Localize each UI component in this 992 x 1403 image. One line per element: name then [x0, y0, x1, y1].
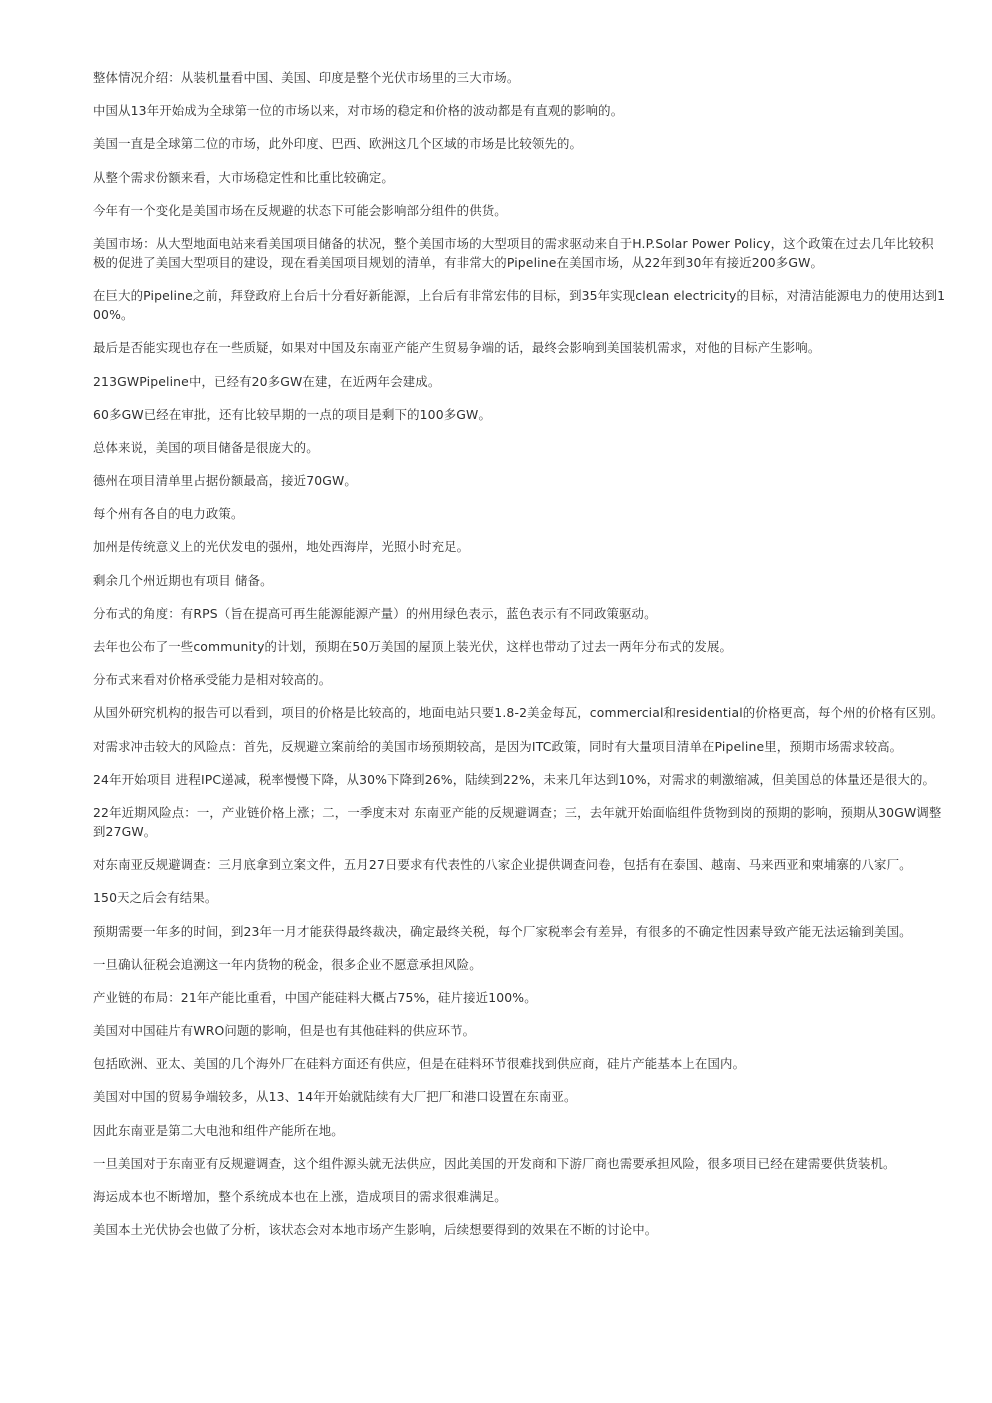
- paragraph: 德州在项目清单里占据份额最高，接近70GW。: [93, 473, 357, 489]
- paragraph: 60多GW已经在审批，还有比较早期的一点的项目是剩下的100多GW。: [93, 406, 491, 422]
- paragraph: 从国外研究机构的报告可以看到，项目的价格是比较高的，地面电站只要1.8-2美金每瓦，commercial和residential的价格更高，每个州的价格有区别。: [93, 705, 944, 721]
- paragraph: 因此东南亚是第二大电池和组件产能所在地。: [93, 1122, 344, 1138]
- paragraph: 美国对中国硅片有WRO问题的影响，但是也有其他硅料的供应环节。: [93, 1023, 476, 1039]
- paragraph: 一旦确认征税会追溯这一年内货物的税金，很多企业不愿意承担风险。: [93, 956, 482, 972]
- paragraph: 整体情况介绍：从装机量看中国、美国、印度是整个光伏市场里的三大市场。: [93, 70, 520, 85]
- paragraph: 美国对中国的贸易争端较多，从13、14年开始就陆续有大厂把厂和港口设置在东南亚。: [93, 1089, 577, 1105]
- paragraph: 美国市场：从大型地面电站来看美国项目储备的状况，整个美国市场的大型项目的需求驱动来自于H.P.Solar Power Policy，这个政策在过去几年比较积极的促进了美国大型项目的建设，现在看美国项目规划的清单，有非常大的Pipeline在美国市场，从22年到30年有接近200多GW。: [93, 235, 934, 270]
- paragraph: 今年有一个变化是美国市场在反规避的状态下可能会影响部分组件的供货。: [93, 202, 507, 218]
- paragraph: 213GWPipeline中，已经有20多GW在建，在近两年会建成。: [93, 373, 441, 389]
- paragraph: 总体来说，美国的项目储备是很庞大的。: [93, 439, 319, 455]
- paragraph: 从整个需求份额来看，大市场稳定性和比重比较确定。: [93, 169, 394, 185]
- paragraph: 产业链的布局：21年产能比重看，中国产能硅料大概占75%，硅片接近100%。: [93, 989, 537, 1005]
- paragraph: 150天之后会有结果。: [93, 890, 218, 906]
- paragraph: 每个州有各自的电力政策。: [93, 506, 244, 522]
- paragraph: 剩余几个州近期也有项目 储备。: [93, 572, 273, 588]
- paragraph: 在巨大的Pipeline之前，拜登政府上台后十分看好新能源，上台后有非常宏伟的目标，到35年实现clean electricity的目标，对清洁能源电力的使用达到100%。: [93, 288, 946, 323]
- paragraph: 一旦美国对于东南亚有反规避调查，这个组件源头就无法供应，因此美国的开发商和下游厂商也需要承担风险，很多项目已经在建需要供货装机。: [93, 1155, 896, 1171]
- paragraph: 24年开始项目 进程IPC递减，税率慢慢下降，从30%下降到26%，陆续到22%，未来几年达到10%，对需求的刺激缩减，但美国总的体量还是很大的。: [93, 771, 936, 787]
- paragraph: 美国本土光伏协会也做了分析，该状态会对本地市场产生影响，后续想要得到的效果在不断的讨论中。: [93, 1222, 658, 1238]
- paragraph: 22年近期风险点：一，产业链价格上涨；二，一季度末对 东南亚产能的反规避调查；三，去年就开始面临组件货物到岗的预期的影响，预期从30GW调整到27GW。: [93, 804, 942, 839]
- paragraph: 分布式的角度：有RPS（旨在提高可再生能源能源产量）的州用绿色表示，蓝色表示有不同政策驱动。: [93, 605, 657, 621]
- paragraph: 中国从13年开始成为全球第一位的市场以来，对市场的稳定和价格的波动都是有直观的影响的。: [93, 103, 624, 119]
- paragraph: 最后是否能实现也存在一些质疑，如果对中国及东南亚产能产生贸易争端的话，最终会影响到美国装机需求，对他的目标产生影响。: [93, 340, 821, 356]
- paragraph: 美国一直是全球第二位的市场，此外印度、巴西、欧洲这几个区域的市场是比较领先的。: [93, 136, 583, 152]
- paragraph: 海运成本也不断增加，整个系统成本也在上涨，造成项目的需求很难满足。: [93, 1189, 507, 1204]
- paragraph: 对需求冲击较大的风险点：首先，反规避立案前给的美国市场预期较高，是因为ITC政策，同时有大量项目清单在Pipeline里，预期市场需求较高。: [93, 738, 903, 754]
- paragraph: 分布式来看对价格承受能力是相对较高的。: [93, 672, 332, 688]
- paragraph: 包括欧洲、亚太、美国的几个海外厂在硅料方面还有供应，但是在硅料环节很难找到供应商，硅片产能基本上在国内。: [93, 1056, 746, 1072]
- paragraph: 去年也公布了一些community的计划，预期在50万美国的屋顶上装光伏，这样也带动了过去一两年分布式的发展。: [93, 639, 733, 654]
- paragraph: 加州是传统意义上的光伏发电的强州，地处西海岸，光照小时充足。: [93, 539, 470, 555]
- paragraph: 预期需要一年多的时间，到23年一月才能获得最终裁决，确定最终关税，每个厂家税率会有差异，有很多的不确定性因素导致产能无法运输到美国。: [93, 923, 912, 939]
- paragraph: 对东南亚反规避调查：三月底拿到立案文件，五月27日要求有代表性的八家企业提供调查问卷，包括有在泰国、越南、马来西亚和柬埔寨的八家厂。: [93, 857, 912, 873]
